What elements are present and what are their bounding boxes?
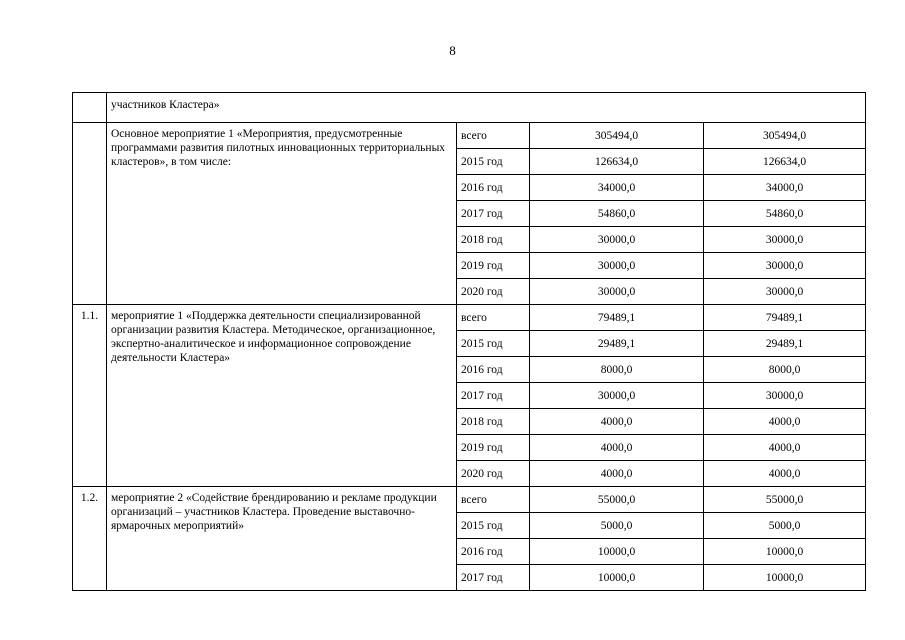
- value-source-cell: 10000,0: [704, 539, 866, 565]
- item-number: 1.1.: [73, 305, 107, 487]
- year-cell: 2015 год: [457, 513, 530, 539]
- table-row: [73, 123, 866, 149]
- num-cell: [73, 93, 107, 123]
- value-total-cell: 4000,0: [530, 461, 704, 487]
- year-cell: 2017 год: [457, 201, 530, 227]
- value-source-cell: 4000,0: [704, 435, 866, 461]
- value-source-cell: 8000,0: [704, 357, 866, 383]
- year-cell: 2017 год: [457, 565, 530, 591]
- value-total-cell: 4000,0: [530, 435, 704, 461]
- year-cell: 2020 год: [457, 279, 530, 305]
- value-total-cell: 54860,0: [530, 201, 704, 227]
- year-cell: 2018 год: [457, 409, 530, 435]
- value-source-cell: 79489,1: [704, 305, 866, 331]
- value-total-cell: 29489,1: [530, 331, 704, 357]
- value-source-cell: 4000,0: [704, 461, 866, 487]
- value-source-cell: 30000,0: [704, 279, 866, 305]
- value-total-cell: 34000,0: [530, 175, 704, 201]
- item-description: мероприятие 1 «Поддержка деятельности специализированной организации развития Кластера. Методическое, организационное, экспертно-аналитическое и информационное сопровождение деятельности Кластера»: [107, 305, 457, 487]
- year-cell: 2016 год: [457, 357, 530, 383]
- value-source-cell: 30000,0: [704, 253, 866, 279]
- value-source-cell: 54860,0: [704, 201, 866, 227]
- value-source-cell: 29489,1: [704, 331, 866, 357]
- page-number: 8: [449, 43, 456, 58]
- value-total-cell: 30000,0: [530, 279, 704, 305]
- value-total-cell: 10000,0: [530, 539, 704, 565]
- year-cell: 2015 год: [457, 331, 530, 357]
- year-cell: 2015 год: [457, 149, 530, 175]
- value-total-cell: 305494,0: [530, 123, 704, 149]
- value-source-cell: 55000,0: [704, 487, 866, 513]
- year-cell: 2016 год: [457, 539, 530, 565]
- item-number: 1.2.: [73, 487, 107, 591]
- year-cell: всего: [457, 487, 530, 513]
- value-source-cell: 126634,0: [704, 149, 866, 175]
- continuation-row: [73, 93, 866, 123]
- value-source-cell: 305494,0: [704, 123, 866, 149]
- value-total-cell: 126634,0: [530, 149, 704, 175]
- value-total-cell: 30000,0: [530, 383, 704, 409]
- value-total-cell: 5000,0: [530, 513, 704, 539]
- value-source-cell: 4000,0: [704, 409, 866, 435]
- year-cell: 2018 год: [457, 227, 530, 253]
- year-cell: 2017 год: [457, 383, 530, 409]
- year-cell: всего: [457, 305, 530, 331]
- continuation-text: участников Кластера»: [107, 93, 866, 123]
- value-source-cell: 30000,0: [704, 383, 866, 409]
- table-row: [73, 305, 866, 331]
- year-cell: 2019 год: [457, 253, 530, 279]
- value-total-cell: 10000,0: [530, 565, 704, 591]
- year-cell: 2016 год: [457, 175, 530, 201]
- value-source-cell: 30000,0: [704, 227, 866, 253]
- item-description: мероприятие 2 «Содействие брендированию и рекламе продукции организаций – участников Кластера. Проведение выставочно-ярмарочных мероприятий»: [107, 487, 457, 591]
- year-cell: всего: [457, 123, 530, 149]
- item-number: [73, 123, 107, 305]
- value-total-cell: 55000,0: [530, 487, 704, 513]
- value-total-cell: 8000,0: [530, 357, 704, 383]
- table-row: [73, 487, 866, 513]
- budget-table: [72, 92, 866, 591]
- year-cell: 2020 год: [457, 461, 530, 487]
- value-total-cell: 30000,0: [530, 253, 704, 279]
- value-total-cell: 79489,1: [530, 305, 704, 331]
- value-source-cell: 34000,0: [704, 175, 866, 201]
- value-total-cell: 30000,0: [530, 227, 704, 253]
- value-source-cell: 5000,0: [704, 513, 866, 539]
- item-description: Основное мероприятие 1 «Мероприятия, предусмотренные программами развития пилотных инновационных территориальных кластеров», в том числе:: [107, 123, 457, 305]
- value-total-cell: 4000,0: [530, 409, 704, 435]
- value-source-cell: 10000,0: [704, 565, 866, 591]
- year-cell: 2019 год: [457, 435, 530, 461]
